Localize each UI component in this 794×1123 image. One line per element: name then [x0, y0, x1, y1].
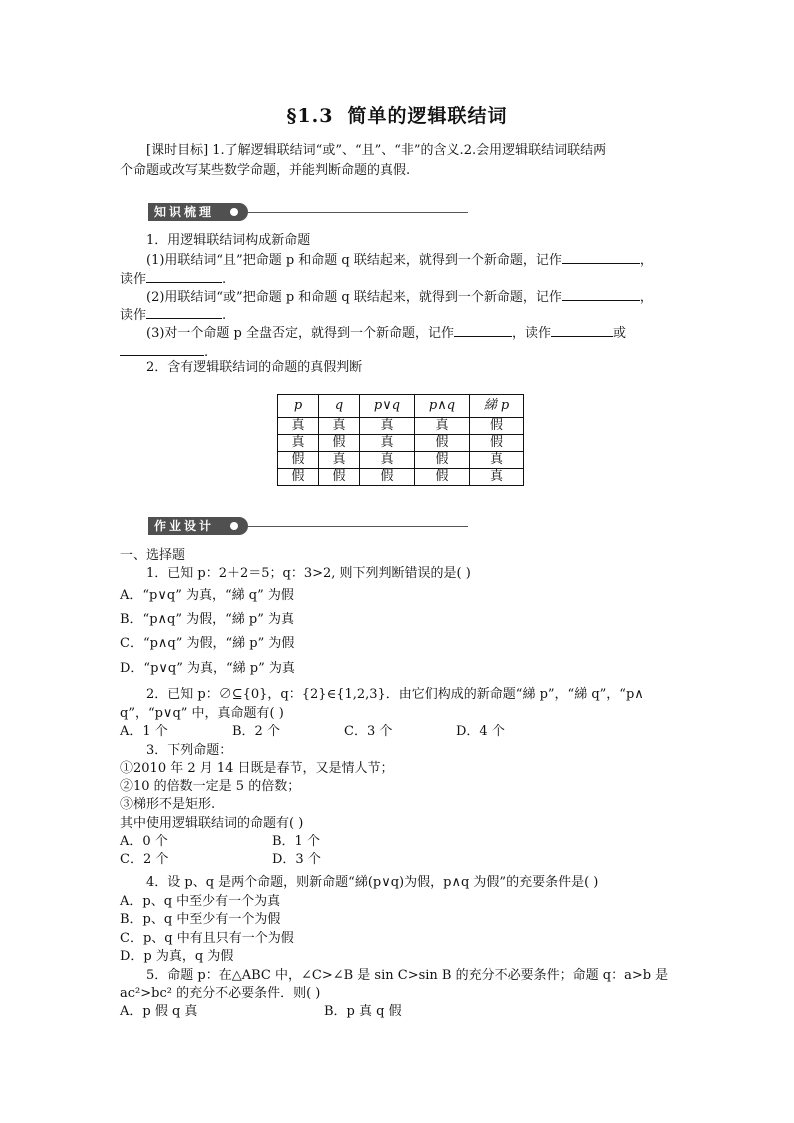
table-cell: 真	[415, 418, 470, 435]
truth-table	[277, 394, 524, 486]
option: C．2 个	[120, 852, 169, 867]
item-text: (3)对一个命题 p 全盘否定，就得到一个新命题，记作	[146, 326, 455, 341]
option: A．p 假 q 真	[120, 1004, 198, 1019]
title-text: 简单的逻辑联结词	[347, 105, 508, 127]
question-3-item: ①2010 年 2 月 14 日既是春节，又是情人节；	[120, 761, 394, 776]
question-1-option: D．“p∨q” 为真，“綈 p” 为真	[120, 661, 295, 676]
question-3-item: ③梯形不是矩形.	[120, 797, 216, 812]
option: A．0 个	[120, 834, 168, 849]
option: B．2 个	[232, 724, 280, 739]
table-cell: 假	[278, 452, 319, 469]
question-2-line-1: 2．已知 p：∅⊆{0}，q：{2}∈{1,2,3}．由它们构成的新命题“綈 p”，“綈 q”，“p∧	[146, 687, 644, 702]
question-3-options-row-1	[120, 832, 320, 852]
table-cell: 假	[415, 435, 470, 452]
knowledge-heading-2: 2．含有逻辑联结词的命题的真假判断	[146, 360, 363, 375]
punct: ，	[639, 253, 653, 268]
item-text: (1)用联结词“且”把命题 p 和命题 q 联结起来，就得到一个新命题，记作	[146, 253, 562, 268]
question-4-option: C．p、q 中有且只有一个为假	[120, 931, 294, 946]
knowledge-heading-1: 1．用逻辑联结词构成新命题	[146, 233, 311, 248]
answer-blank	[146, 268, 222, 283]
table-row	[278, 418, 524, 435]
question-1-option: A．“p∨q” 为真，“綈 q” 为假	[120, 588, 294, 603]
table-cell: 假	[415, 452, 470, 469]
table-cell: 真	[278, 435, 319, 452]
table-cell: 假	[470, 418, 524, 435]
table-cell: 假	[319, 435, 360, 452]
table-cell: 真	[319, 452, 360, 469]
option: A．1 个	[120, 724, 168, 739]
answer-blank	[454, 322, 512, 337]
question-5-line-2: ac²>bc² 的充分不必要条件．则( )	[120, 986, 321, 1001]
table-cell: 真	[360, 452, 415, 469]
banner-label: 作业设计	[148, 517, 248, 535]
item-text: ，读作	[512, 326, 552, 341]
objectives-line-1: [课时目标] 1.了解逻辑联结词“或”、“且”、“非”的含义.2.会用逻辑联结词联结两	[146, 143, 607, 158]
question-1: 1．已知 p：2＋2＝5；q：3>2, 则下列判断错误的是( )	[146, 566, 471, 581]
homework-banner	[148, 517, 468, 535]
table-header: q	[319, 395, 360, 418]
punct: .	[204, 345, 209, 360]
table-cell: 真	[278, 418, 319, 435]
table-cell: 真	[319, 418, 360, 435]
item-text: 读作	[120, 308, 147, 323]
question-1-option: C．“p∧q” 为假，“綈 p” 为假	[120, 636, 295, 651]
table-row	[278, 452, 524, 469]
section-number: §1.3	[286, 105, 334, 127]
table-cell: 真	[360, 435, 415, 452]
question-3-ask: 其中使用逻辑联结词的命题有( )	[120, 816, 304, 831]
table-header: p	[278, 395, 319, 418]
question-4-option: B．p、q 中至少有一个为假	[120, 912, 281, 927]
table-header: 綈 p	[470, 395, 524, 418]
question-3-item: ②10 的倍数一定是 5 的倍数；	[120, 779, 301, 794]
table-cell: 假	[278, 469, 319, 486]
punct: .	[222, 272, 227, 287]
question-2-line-2: q”，“p∨q” 中，真命题有( )	[120, 706, 284, 721]
option: B．1 个	[272, 834, 320, 849]
question-4-option: D．p 为真，q 为假	[120, 949, 234, 964]
punct: .	[222, 308, 227, 323]
answer-blank	[562, 249, 640, 264]
table-cell: 真	[470, 452, 524, 469]
punct: ，	[639, 290, 653, 305]
item-text: (2)用联结词“或”把命题 p 和命题 q 联结起来，就得到一个新命题，记作	[146, 290, 562, 305]
section-heading: 一、选择题	[120, 548, 186, 563]
question-5-line-1: 5．命题 p：在△ABC 中，∠C>∠B 是 sin C>sin B 的充分不必要条件；命题 q：a>b 是	[146, 968, 669, 983]
answer-blank	[562, 286, 640, 301]
question-1-option: B．“p∧q” 为假，“綈 p” 为真	[120, 612, 295, 627]
page-title	[0, 101, 794, 128]
table-cell: 真	[360, 418, 415, 435]
item-text: 或	[613, 326, 627, 341]
banner-dot-icon	[230, 208, 238, 216]
question-4: 4．设 p、q 是两个命题，则新命题“綈(p∨q)为假，p∧q 为假”的充要条件是( )	[146, 875, 599, 890]
knowledge-banner	[148, 203, 468, 221]
answer-blank	[551, 322, 613, 337]
item-text: 读作	[120, 272, 147, 287]
banner-dot-icon	[230, 522, 238, 530]
question-2-options	[120, 722, 568, 742]
banner-rule	[248, 526, 468, 527]
banner-label: 知识梳理	[148, 203, 248, 221]
table-header-row	[278, 395, 524, 418]
table-header: p∨q	[360, 395, 415, 418]
question-3-options-row-2	[120, 850, 321, 870]
table-row	[278, 469, 524, 486]
objectives-line-2: 个命题或改写某些数学命题，并能判断命题的真假.	[120, 163, 411, 178]
answer-blank	[146, 304, 222, 319]
question-3: 3．下列命题：	[146, 743, 233, 758]
table-cell: 假	[415, 469, 470, 486]
question-5-options	[120, 1002, 402, 1022]
banner-rule	[248, 212, 468, 213]
option: D．3 个	[272, 852, 321, 867]
table-cell: 假	[319, 469, 360, 486]
option: B．p 真 q 假	[324, 1004, 402, 1019]
table-cell: 假	[470, 435, 524, 452]
question-4-option: A．p、q 中至少有一个为真	[120, 894, 281, 909]
table-cell: 假	[360, 469, 415, 486]
answer-blank	[120, 341, 204, 356]
table-header: p∧q	[415, 395, 470, 418]
table-row	[278, 435, 524, 452]
option: D．4 个	[456, 724, 505, 739]
option: C．3 个	[344, 724, 393, 739]
table-cell: 真	[470, 469, 524, 486]
